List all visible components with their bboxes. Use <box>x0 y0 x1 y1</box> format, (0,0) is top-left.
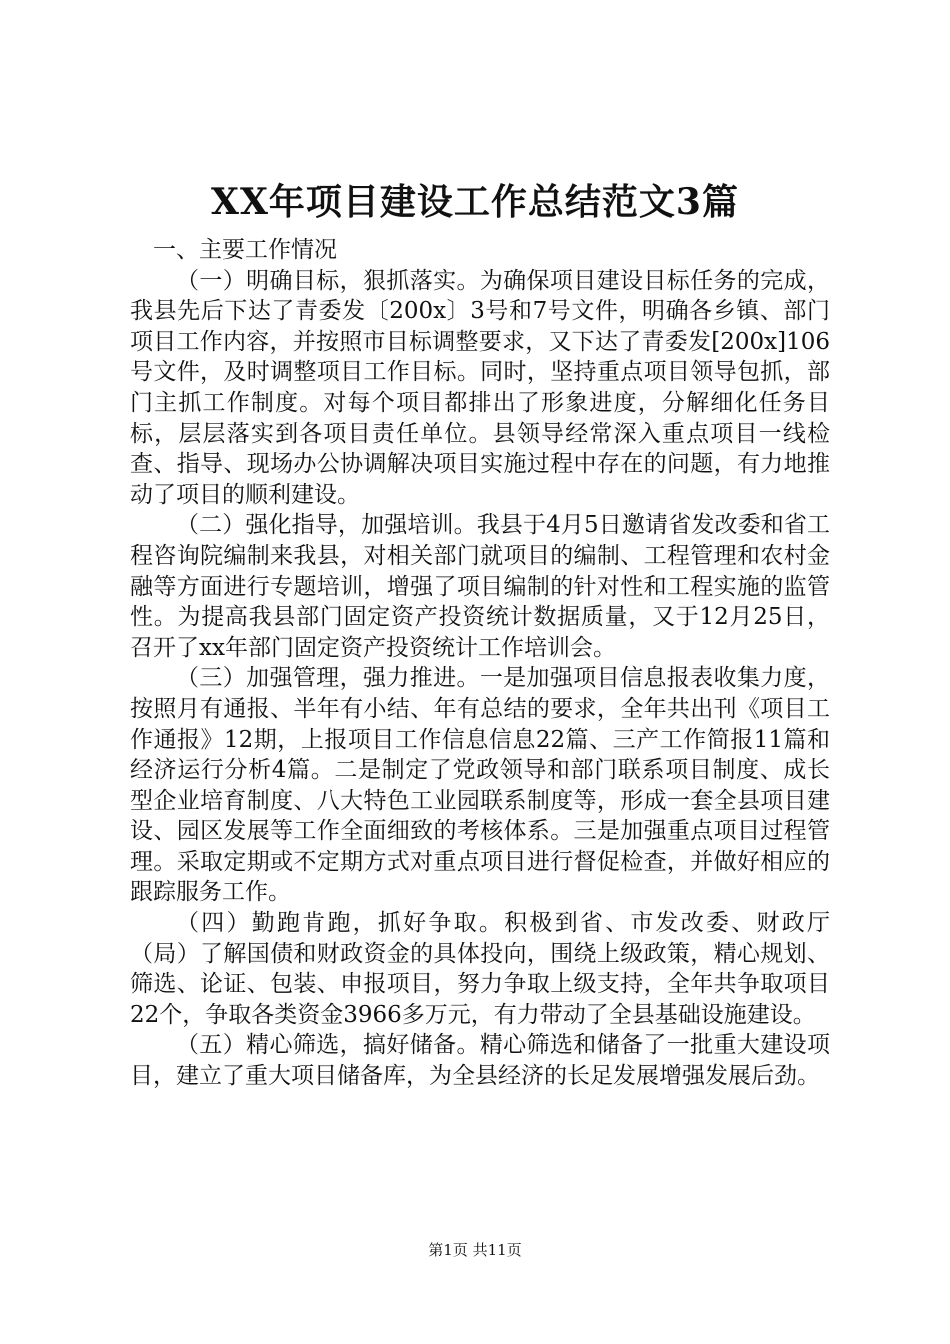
page-footer: 第1页 共11页 <box>428 1241 522 1259</box>
document-title: XX年项目建设工作总结范文3篇 <box>211 181 739 223</box>
section-heading: 一、主要工作情况 <box>153 237 337 263</box>
paragraph-5: （五）精心筛选，搞好储备。精心筛选和储备了一批重大建设项目，建立了重大项目储备库，为全县经济的长足发展增强发展后劲。 <box>130 1032 830 1090</box>
paragraph-1: （一）明确目标，狠抓落实。为确保项目建设目标任务的完成，我县先后下达了青委发〔200x〕3号和7号文件，明确各乡镇、部门项目工作内容，并按照市目标调整要求，又下达了青委发[200x]106号文件，及时调整项目工作目标。同时，坚持重点项目领导包抓，部门主抓工作制度。对每个项目都排出了形象进度，分解细化任务目标，层层落实到各项目责任单位。县领导经常深入重点项目一线检查、指导、现场办公协调解决项目实施过程中存在的问题，有力地推动了项目的顺利建设。 <box>130 267 830 508</box>
paragraph-3: （三）加强管理，强力推进。一是加强项目信息报表收集力度，按照月有通报、半年有小结、年有总结的要求，全年共出刊《项目工作通报》12期，上报项目工作信息信息22篇、三产工作简报11篇和经济运行分析4篇。二是制定了党政领导和部门联系项目制度、成长型企业培育制度、八大特色工业园联系制度等，形成一套全县项目建设、园区发展等工作全面细致的考核体系。三是加强重点项目过程管理。采取定期或不定期方式对重点项目进行督促检查，并做好相应的跟踪服务工作。 <box>130 665 830 906</box>
paragraph-4: （四）勤跑肯跑，抓好争取。积极到省、市发改委、财政厅（局）了解国债和财政资金的具体投向，围绕上级政策，精心规划、筛选、论证、包装、申报项目，努力争取上级支持，全年共争取项目22个，争取各类资金3966多万元，有力带动了全县基础设施建设。 <box>130 910 830 1028</box>
paragraph-2: （二）强化指导，加强培训。我县于4月5日邀请省发改委和省工程咨询院编制来我县，对相关部门就项目的编制、工程管理和农村金融等方面进行专题培训，增强了项目编制的针对性和工程实施的监管性。为提高我县部门固定资产投资统计数据质量，又于12月25日，召开了xx年部门固定资产投资统计工作培训会。 <box>130 512 830 661</box>
document-body <box>130 235 830 1092</box>
